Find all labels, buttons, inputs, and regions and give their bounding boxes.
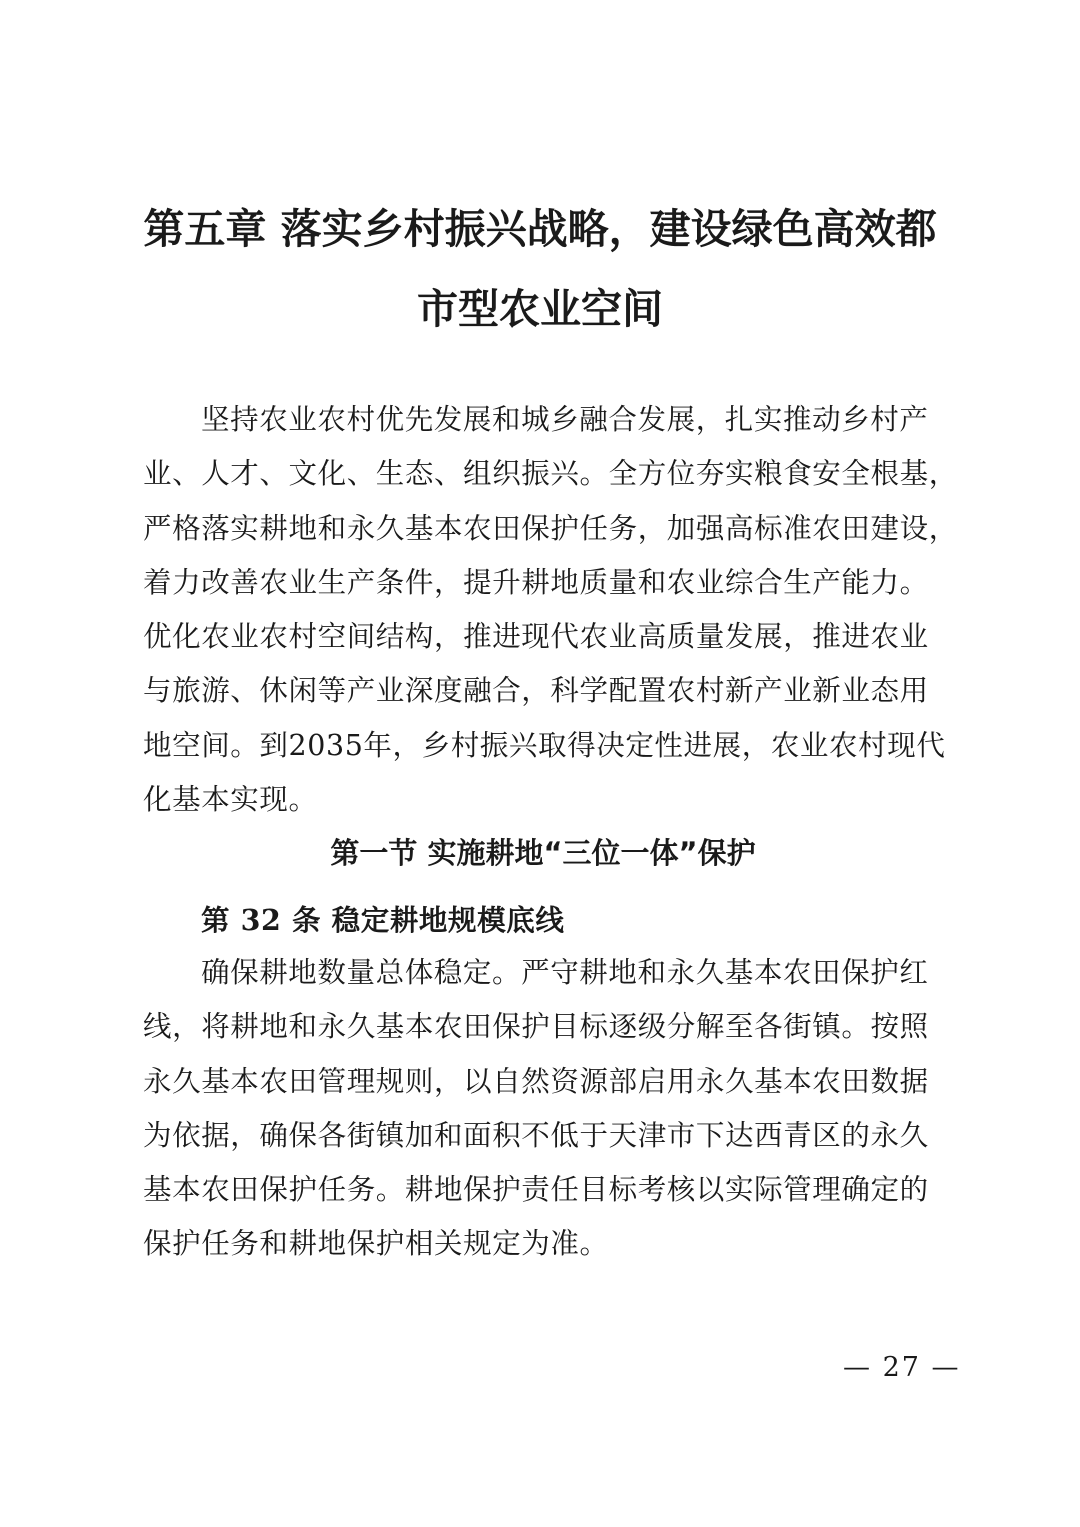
intro-line: 业、人才、文化、生态、组织振兴。全方位夯实粮食安全根基， bbox=[143, 457, 958, 491]
chapter-title-line-2: 市型农业空间 bbox=[417, 285, 663, 333]
article-line: 线，将耕地和永久基本农田保护目标逐级分解至各街镇。按照 bbox=[143, 1010, 929, 1044]
article-line: 保护任务和耕地保护相关规定为准。 bbox=[143, 1227, 609, 1261]
intro-line: 着力改善农业生产条件，提升耕地质量和农业综合生产能力。 bbox=[143, 565, 929, 599]
chapter-title-line-1: 第五章 落实乡村振兴战略，建设绿色高效都 bbox=[143, 205, 937, 253]
intro-line: 化基本实现。 bbox=[143, 783, 318, 817]
article-title: 第 32 条 稳定耕地规模底线 bbox=[201, 903, 565, 937]
intro-line: 严格落实耕地和永久基本农田保护任务，加强高标准农田建设， bbox=[143, 511, 958, 545]
article-line: 为依据，确保各街镇加和面积不低于天津市下达西青区的永久 bbox=[143, 1118, 929, 1152]
article-line: 基本农田保护任务。耕地保护责任目标考核以实际管理确定的 bbox=[143, 1173, 929, 1207]
article-line: 永久基本农田管理规则，以自然资源部启用永久基本农田数据 bbox=[143, 1064, 929, 1098]
intro-paragraph bbox=[143, 393, 958, 827]
intro-line: 坚持农业农村优先发展和城乡融合发展，扎实推动乡村产 bbox=[201, 403, 929, 436]
article-line: 确保耕地数量总体稳定。严守耕地和永久基本农田保护红 bbox=[201, 956, 929, 989]
article-body bbox=[143, 946, 943, 1272]
intro-line: 优化农业农村空间结构，推进现代农业高质量发展，推进农业 bbox=[143, 620, 929, 654]
intro-line: 与旅游、休闲等产业深度融合，科学配置农村新产业新业态用 bbox=[143, 674, 929, 708]
section-title: 第一节 实施耕地“三位一体”保护 bbox=[330, 836, 756, 870]
intro-line: 地空间。到2035年，乡村振兴取得决定性进展，农业农村现代 bbox=[143, 728, 946, 762]
page-number: — 27 — bbox=[843, 1352, 961, 1383]
